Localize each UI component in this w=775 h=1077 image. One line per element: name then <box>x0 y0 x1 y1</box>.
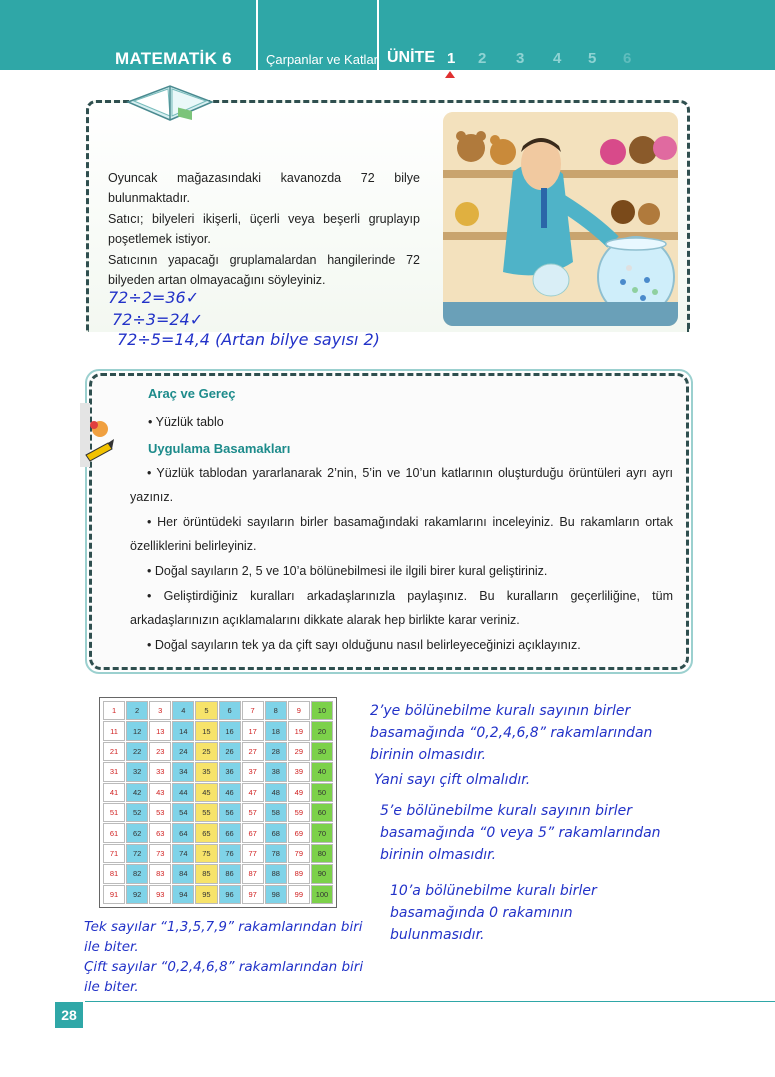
unit-number-4: 4 <box>553 50 562 67</box>
step-item: • Her örüntüdeki sayıların birler basamağındaki rakamlarını inceleyiniz. Bu rakamların ortak özelliklerini belirleyiniz. <box>130 515 673 553</box>
hundred-chart-cell: 53 <box>149 803 171 822</box>
shopkeeper-illustration <box>443 112 678 326</box>
hundred-chart-cell: 44 <box>172 783 194 802</box>
hundred-chart-cell: 57 <box>242 803 264 822</box>
hundred-chart-cell: 58 <box>265 803 287 822</box>
hundred-chart-cell: 72 <box>126 844 148 863</box>
hundred-chart-cell: 51 <box>103 803 125 822</box>
hundred-chart-cell: 3 <box>149 701 171 720</box>
hundred-chart-cell: 8 <box>265 701 287 720</box>
hundred-chart-cell: 16 <box>219 721 241 740</box>
hundred-chart-cell: 61 <box>103 823 125 842</box>
hundred-chart-cell: 88 <box>265 864 287 883</box>
footer-divider <box>85 1001 775 1002</box>
hundred-chart-cell: 63 <box>149 823 171 842</box>
rule-note-5: 5’e bölünebilme kuralı sayının birler basamağında “0 veya 5” rakamlarından birinin olmasıdır. <box>380 803 661 863</box>
hundred-chart-cell: 26 <box>219 742 241 761</box>
hundred-chart-cell: 47 <box>242 783 264 802</box>
hundred-chart-cell: 91 <box>103 885 125 904</box>
hundred-chart-cell: 6 <box>219 701 241 720</box>
hundred-chart-cell: 89 <box>288 864 310 883</box>
hundred-chart-cell: 54 <box>172 803 194 822</box>
hundred-chart-cell: 1 <box>103 701 125 720</box>
hundred-chart-cell: 100 <box>311 885 333 904</box>
hundred-chart-cell: 65 <box>195 823 217 842</box>
hundred-chart-cell: 5 <box>195 701 217 720</box>
hundred-chart-cell: 87 <box>242 864 264 883</box>
hundred-chart-cell: 29 <box>288 742 310 761</box>
hundred-chart-cell: 86 <box>219 864 241 883</box>
hundred-chart-cell: 93 <box>149 885 171 904</box>
hundred-chart-cell: 7 <box>242 701 264 720</box>
chapter-topic: Çarpanlar ve Katlar <box>266 52 378 67</box>
hundred-chart-cell: 28 <box>265 742 287 761</box>
unit-number-2: 2 <box>478 50 487 67</box>
hundred-chart-cell: 41 <box>103 783 125 802</box>
hundred-chart-cell: 83 <box>149 864 171 883</box>
hundred-chart-cell: 2 <box>126 701 148 720</box>
hundred-chart-cell: 82 <box>126 864 148 883</box>
unit-label: ÜNİTE <box>387 49 435 66</box>
steps-heading: Uygulama Basamakları <box>148 441 291 456</box>
hundred-chart-cell: 55 <box>195 803 217 822</box>
hundred-chart-cell: 71 <box>103 844 125 863</box>
hundred-chart-cell: 64 <box>172 823 194 842</box>
hundred-chart-cell: 98 <box>265 885 287 904</box>
rule-note-2: 2’ye bölünebilme kuralı sayının birler basamağında “0,2,4,6,8” rakamlarından birinin olmasıdır. <box>370 703 653 763</box>
hundred-chart-cell: 17 <box>242 721 264 740</box>
hundred-chart-cell: 30 <box>311 742 333 761</box>
hundred-chart-cell: 18 <box>265 721 287 740</box>
hundred-chart-cell: 10 <box>311 701 333 720</box>
even-numbers-note: Çift sayılar “0,2,4,6,8” rakamlarından biri ile biter. <box>84 959 364 995</box>
hundred-chart-cell: 62 <box>126 823 148 842</box>
hundred-chart-cell: 52 <box>126 803 148 822</box>
hundred-chart-cell: 9 <box>288 701 310 720</box>
hundred-chart-cell: 14 <box>172 721 194 740</box>
hundred-chart-cell: 12 <box>126 721 148 740</box>
unit-number-5: 5 <box>588 50 597 67</box>
hundred-chart-cell: 80 <box>311 844 333 863</box>
hundred-chart-cell: 4 <box>172 701 194 720</box>
hundred-chart-cell: 75 <box>195 844 217 863</box>
step-item: • Yüzlük tablodan yararlanarak 2’nin, 5’in ve 10’un katlarının oluşturduğu örüntüleri ayrı ayrı yazınız. <box>130 466 673 504</box>
step-item: • Doğal sayıların 2, 5 ve 10’a bölünebilmesi ile ilgili birer kural geliştiriniz. <box>147 564 548 578</box>
hundred-chart-cell: 40 <box>311 762 333 781</box>
activity-paragraph: Oyuncak mağazasındaki kavanozda 72 bilye bulunmaktadır. <box>108 171 420 205</box>
hundred-chart-cell: 60 <box>311 803 333 822</box>
hundred-chart-cell: 39 <box>288 762 310 781</box>
hundred-chart-cell: 76 <box>219 844 241 863</box>
hundred-chart-cell: 67 <box>242 823 264 842</box>
rule-note-10: 10’a bölünebilme kuralı birler basamağında 0 rakamının bulunmasıdır. <box>390 883 597 943</box>
hundred-chart-cell: 34 <box>172 762 194 781</box>
hundred-chart-cell: 92 <box>126 885 148 904</box>
hundred-chart-cell: 97 <box>242 885 264 904</box>
hundred-chart-cell: 70 <box>311 823 333 842</box>
page-number: 28 <box>55 1002 83 1028</box>
hundred-chart-cell: 79 <box>288 844 310 863</box>
hundred-chart-cell: 78 <box>265 844 287 863</box>
unit-number-1: 1 <box>447 50 456 67</box>
hundred-chart-cell: 43 <box>149 783 171 802</box>
hundred-chart-cell: 68 <box>265 823 287 842</box>
hundred-chart-cell: 95 <box>195 885 217 904</box>
hundred-chart-cell: 25 <box>195 742 217 761</box>
hundred-chart-cell: 22 <box>126 742 148 761</box>
hundred-chart-cell: 59 <box>288 803 310 822</box>
handwritten-answer: 72÷3=24✓ <box>112 310 204 329</box>
activity-paragraph: Satıcı; bilyeleri ikişerli, üçerli veya beşerli gruplayıp poşetlemek istiyor. <box>108 212 420 246</box>
activity-paragraph: Satıcının yapacağı gruplamalardan hangilerinde 72 bilyeden artan olmayacağını söyleyiniz. <box>108 253 420 287</box>
hundred-chart-cell: 42 <box>126 783 148 802</box>
hundred-chart-cell: 27 <box>242 742 264 761</box>
handwritten-answer: 72÷2=36✓ <box>108 288 200 307</box>
hundred-chart-cell: 38 <box>265 762 287 781</box>
even-note: Yani sayı çift olmalıdır. <box>374 772 531 788</box>
unit-number-3: 3 <box>516 50 525 67</box>
hundred-chart-cell: 11 <box>103 721 125 740</box>
hundred-chart-cell: 45 <box>195 783 217 802</box>
hundred-chart-cell: 33 <box>149 762 171 781</box>
hundred-chart-cell: 20 <box>311 721 333 740</box>
hundred-chart-cell: 84 <box>172 864 194 883</box>
hundred-chart-cell: 77 <box>242 844 264 863</box>
hundred-chart-cell: 36 <box>219 762 241 781</box>
hundred-chart-cell: 73 <box>149 844 171 863</box>
hundred-chart-cell: 90 <box>311 864 333 883</box>
hundred-chart-cell: 32 <box>126 762 148 781</box>
step-item: • Geliştirdiğiniz kuralları arkadaşlarınızla paylaşınız. Bu kuralların geçerliliğine, tüm arkadaşlarınızın açıklamalarını dikkate alarak hep birlikte karar veriniz. <box>130 589 673 627</box>
hundred-chart-cell: 74 <box>172 844 194 863</box>
hundred-chart-cell: 96 <box>219 885 241 904</box>
hundred-chart-cell: 35 <box>195 762 217 781</box>
unit-number-6: 6 <box>623 50 632 67</box>
hundred-chart-cell: 46 <box>219 783 241 802</box>
header-divider <box>256 0 258 70</box>
hundred-chart-cell: 13 <box>149 721 171 740</box>
book-title: MATEMATİK 6 <box>115 49 232 68</box>
hundred-chart-cell: 66 <box>219 823 241 842</box>
hundred-chart-cell: 24 <box>172 742 194 761</box>
pencil-and-tools-icon <box>78 395 116 475</box>
hundred-chart-cell: 50 <box>311 783 333 802</box>
hundred-chart-cell: 69 <box>288 823 310 842</box>
open-book-icon <box>124 80 216 124</box>
hundred-chart-cell: 15 <box>195 721 217 740</box>
hundred-chart-cell: 49 <box>288 783 310 802</box>
hundred-chart-cell: 81 <box>103 864 125 883</box>
materials-item: • Yüzlük tablo <box>148 415 224 429</box>
hundred-chart-cell: 48 <box>265 783 287 802</box>
odd-numbers-note: Tek sayılar “1,3,5,7,9” rakamlarından biri ile biter. <box>84 919 363 955</box>
hundred-chart <box>99 697 337 908</box>
hundred-chart-cell: 23 <box>149 742 171 761</box>
step-item: • Doğal sayıların tek ya da çift sayı olduğunu nasıl belirleyeceğinizi açıklayınız. <box>147 638 581 652</box>
hundred-chart-cell: 85 <box>195 864 217 883</box>
materials-heading: Araç ve Gereç <box>148 386 236 401</box>
hundred-chart-cell: 94 <box>172 885 194 904</box>
hundred-chart-cell: 99 <box>288 885 310 904</box>
handwritten-answer: 72÷5=14,4 (Artan bilye sayısı 2) <box>117 330 380 349</box>
hundred-chart-cell: 21 <box>103 742 125 761</box>
hundred-chart-cell: 56 <box>219 803 241 822</box>
hundred-chart-cell: 31 <box>103 762 125 781</box>
current-unit-marker-icon <box>445 71 455 78</box>
hundred-chart-cell: 19 <box>288 721 310 740</box>
hundred-chart-cell: 37 <box>242 762 264 781</box>
